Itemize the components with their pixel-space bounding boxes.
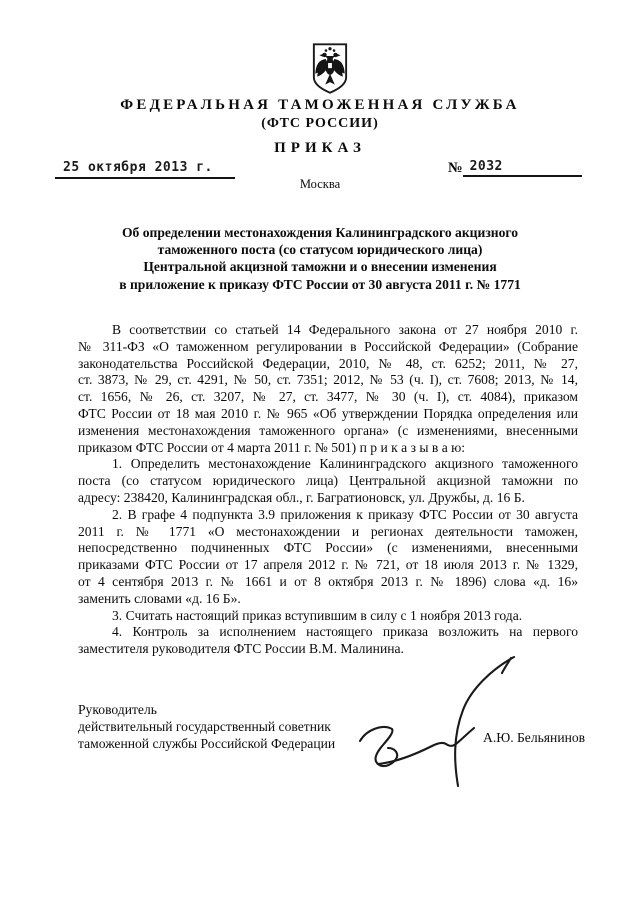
signature-stroke xyxy=(340,640,540,800)
subject-line: таможенного поста (со статусом юридического лица) xyxy=(157,242,483,258)
org-abbreviation: (ФТС РОССИИ) xyxy=(261,116,379,131)
body-line: ст. 3873, № 29, ст. 4291, № 50, ст. 7351; 2012, № 53 (ч. I), ст. 7608; 2013, № 14, xyxy=(78,372,578,388)
body-line: поста (со статусом юридического лица) Центральной акцизной таможни по xyxy=(78,473,578,489)
org-name: ФЕДЕРАЛЬНАЯ ТАМОЖЕННАЯ СЛУЖБА xyxy=(120,97,520,113)
body-line: В соответствии со статьей 14 Федерального закона от 27 ноября 2010 г. xyxy=(112,322,578,337)
body-line: непосредственно подчиненных ФТС России» (с изменениями, внесенными xyxy=(78,540,578,556)
double-headed-eagle-icon xyxy=(315,47,344,85)
subject-line: Об определении местонахождения Калининградского акцизного xyxy=(121,225,519,240)
order-body xyxy=(78,322,578,658)
body-line: заместителя руководителя ФТС России В.М. Малинина. xyxy=(78,641,404,657)
body-line: приказом ФТС России от 4 марта 2011 г. № 501) п р и к а з ы в а ю: xyxy=(78,439,466,455)
body-line: 4. Контроль за исполнением настоящего приказа возложить на первого xyxy=(112,624,578,640)
signatory-position-line: действительный государственный советник xyxy=(78,719,331,735)
body-line: заменить словами «д. 16 Б». xyxy=(78,590,241,606)
coat-of-arms-emblem xyxy=(308,42,352,95)
number-sign: № xyxy=(448,160,463,176)
body-line: изменения местонахождения таможенного органа» (с изменениями, внесенными xyxy=(78,422,578,438)
document-date: 25 октября 2013 г. xyxy=(55,160,235,179)
body-line: от 4 сентября 2013 г. № 1661 и от 8 октября 2013 г. № 1896) слова «д. 16» xyxy=(78,573,578,589)
subject-line: Центральной акцизной таможни и о внесении изменения xyxy=(143,259,497,275)
number-value: 2032 xyxy=(463,159,582,177)
document-number xyxy=(448,159,582,177)
body-line: ФТС России от 18 мая 2010 г. № 965 «Об утверждении Порядка определения или xyxy=(78,405,578,421)
signatory-name: А.Ю. Бельянинов xyxy=(483,730,586,745)
issue-city: Москва xyxy=(299,177,341,191)
body-line: 2011 г. № 1771 «О местонахождении и регионах деятельности таможен, xyxy=(78,523,578,539)
body-line: 2. В графе 4 подпункта 3.9 приложения к приказу ФТС России от 30 августа xyxy=(112,506,578,522)
document-type-title: ПРИКАЗ xyxy=(274,140,366,156)
order-subject xyxy=(70,224,570,293)
body-line: 1. Определить местонахождение Калининградского акцизного таможенного xyxy=(112,456,578,472)
body-line: № 311-ФЗ «О таможенном регулировании в Российской Федерации» (Собрание xyxy=(78,338,578,354)
body-line: адресу: 238420, Калининградская обл., г. Багратионовск, ул. Дружбы, д. 16 Б. xyxy=(78,489,525,505)
body-line: законодательства Российской Федерации, 2010, № 48, ст. 6252; 2011, № 27, xyxy=(78,355,578,371)
signatory-position-line: Руководитель xyxy=(78,702,157,717)
subject-line: в приложение к приказу ФТС России от 30 августа 2011 г. № 1771 xyxy=(119,276,521,292)
body-line: приказами ФТС России от 17 апреля 2012 г. № 721, от 18 июля 2013 г. № 1329, xyxy=(78,557,578,573)
body-line: ст. 1656, № 26, ст. 3207, № 27, ст. 3477, № 30 (ч. I), ст. 4084), приказом xyxy=(78,389,578,405)
body-line: 3. Считать настоящий приказ вступившим в силу с 1 ноября 2013 года. xyxy=(112,607,523,623)
signatory-position-line: таможенной службы Российской Федерации xyxy=(78,736,336,752)
